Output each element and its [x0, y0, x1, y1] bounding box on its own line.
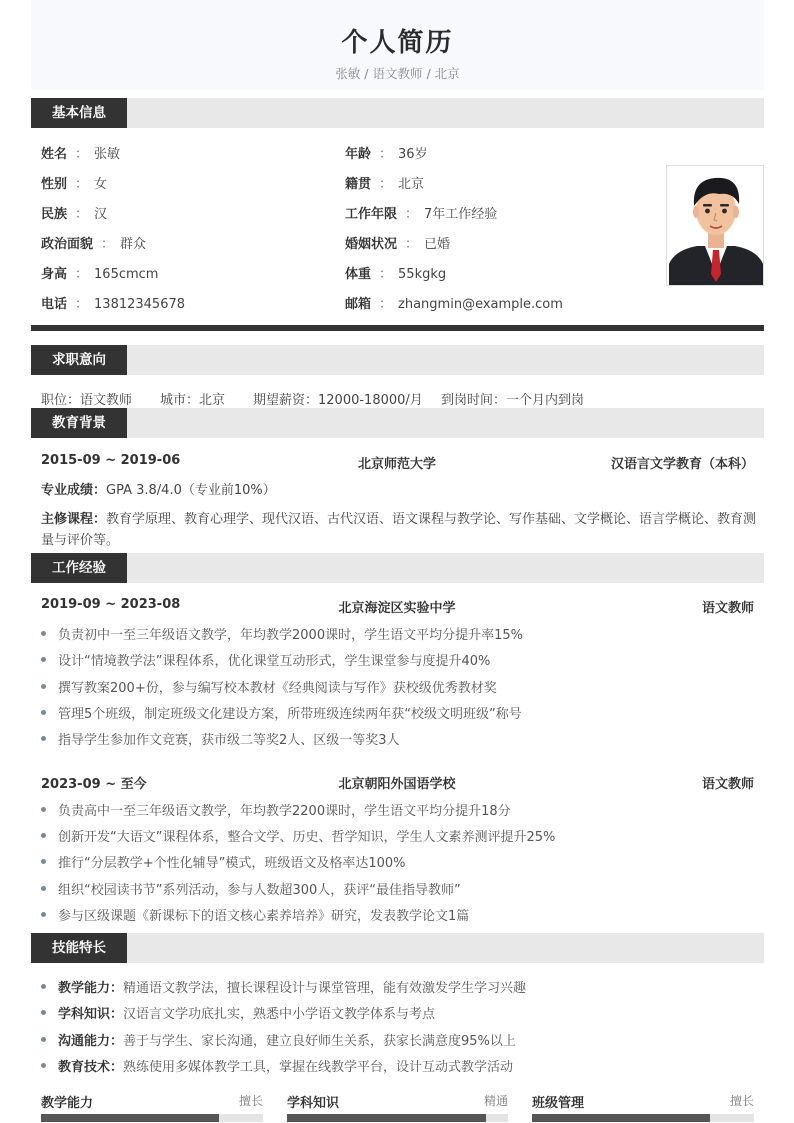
skill-bar-name: 班级管理: [532, 1096, 585, 1111]
section-basic-info: [31, 98, 764, 128]
field-age: 年龄 ： 36岁: [345, 147, 428, 162]
section-divider: [31, 325, 764, 331]
avatar-illustration: [667, 166, 764, 286]
field-name: 姓名 ： 张敏: [41, 147, 121, 162]
field-ethnicity: 民族 ： 汉: [41, 207, 108, 222]
resume-header: [31, 0, 764, 90]
section-title: 教育背景: [31, 408, 127, 438]
skill-bar-level: 精通: [483, 1094, 508, 1108]
job-role: 语文教师: [701, 777, 754, 792]
list-item: 参与区级课题《新课标下的语文核心素养培养》研究，发表教学论文1篇: [41, 905, 469, 924]
section-job-intent: [31, 345, 764, 375]
field-political: 政治面貌 ： 群众: [41, 237, 147, 252]
section-title: 技能特长: [31, 933, 127, 963]
section-work-experience: [31, 553, 764, 583]
list-item: 指导学生参加作文竞赛，获市级二等奖2人、区级一等奖3人: [41, 729, 400, 748]
edu-period: 2015-09 ~ 2019-06: [41, 453, 181, 468]
intent-city: 城市：北京: [160, 393, 226, 408]
edu-school: 北京师范大学: [357, 457, 436, 472]
field-gender: 性别 ： 女: [41, 177, 108, 192]
section-title: 工作经验: [31, 553, 127, 583]
edu-courses-cont: 量与评价等。: [41, 533, 120, 548]
job-company: 北京海淀区实验中学: [338, 601, 456, 616]
intent-arrival: 到岗时间：一个月内到岗: [441, 393, 585, 408]
page-title: 个人简历: [341, 28, 454, 58]
skill-bar-fill: [287, 1114, 486, 1122]
field-phone: 电话 ： 13812345678: [41, 297, 186, 312]
edu-major: 汉语言文学教育（本科）: [610, 457, 754, 472]
list-item: 推行“分层教学+个性化辅导”模式，班级语文及格率达100%: [41, 852, 406, 871]
skill-bar-level: 擅长: [729, 1094, 754, 1108]
list-item: 设计“情境教学法”课程体系，优化课堂互动形式，学生课堂参与度提升40%: [41, 650, 490, 669]
skill-bar-track: [41, 1114, 263, 1122]
skill-item: 教育技术：熟练使用多媒体教学工具，掌握在线教学平台，设计互动式教学活动: [41, 1056, 513, 1075]
skill-bar-level: 擅长: [238, 1094, 263, 1108]
skill-bar-name: 教学能力: [41, 1096, 94, 1111]
field-email: 邮箱 ： zhangmin@example.com: [345, 297, 563, 312]
intent-salary: 期望薪资：12000-18000/月: [253, 393, 423, 408]
field-weight: 体重 ： 55kgkg: [345, 267, 447, 282]
field-height: 身高 ： 165cmcm: [41, 267, 159, 282]
page-subtitle: 张敏 / 语文教师 / 北京: [335, 66, 460, 81]
field-marital: 婚姻状况 ： 已婚: [345, 237, 451, 252]
list-item: 负责初中一至三年级语文教学，年均教学2000课时，学生语文平均分提升率15%: [41, 624, 523, 643]
skill-item: 学科知识：汉语言文学功底扎实，熟悉中小学语文教学体系与考点: [41, 1003, 435, 1022]
edu-grade: 专业成绩：GPA 3.8/4.0（专业前10%）: [41, 483, 276, 498]
list-item: 撰写教案200+份，参与编写校本教材《经典阅读与写作》获校级优秀教材奖: [41, 677, 497, 696]
section-title: 求职意向: [31, 345, 127, 375]
skill-item: 教学能力：精通语文教学法，擅长课程设计与课堂管理，能有效激发学生学习兴趣: [41, 977, 526, 996]
skill-bar-fill: [41, 1114, 219, 1122]
intent-position: 职位：语文教师: [41, 393, 133, 408]
list-item: 组织“校园读书节”系列活动，参与人数超300人，获评“最佳指导教师”: [41, 879, 461, 898]
list-item: 负责高中一至三年级语文教学，年均教学2200课时，学生语文平均分提升18分: [41, 800, 511, 819]
list-item: 创新开发“大语文”课程体系，整合文学、历史、哲学知识，学生人文素养测评提升25%: [41, 826, 555, 845]
profile-photo: [666, 165, 764, 286]
list-item: 管理5个班级，制定班级文化建设方案，所带班级连续两年获“校级文明班级”称号: [41, 703, 522, 722]
job-company: 北京朝阳外国语学校: [338, 777, 456, 792]
section-skills: [31, 933, 764, 963]
skill-bar-fill: [532, 1114, 710, 1122]
section-title: 基本信息: [31, 98, 127, 128]
job-period: 2023-09 ~ 至今: [41, 777, 147, 792]
skill-item: 沟通能力：善于与学生、家长沟通，建立良好师生关系，获家长满意度95%以上: [41, 1030, 516, 1049]
job-role: 语文教师: [701, 601, 754, 616]
section-education: [31, 408, 764, 438]
edu-courses: 主修课程：教育学原理、教育心理学、现代汉语、古代汉语、语文课程与教学论、写作基础、文学概论、语言学概论、教育测: [41, 512, 757, 527]
field-origin: 籍贯 ： 北京: [345, 177, 425, 192]
skill-bar-track: [532, 1114, 754, 1122]
field-work-years: 工作年限 ： 7年工作经验: [345, 207, 498, 222]
skill-bar-track: [287, 1114, 508, 1122]
job-period: 2019-09 ~ 2023-08: [41, 597, 181, 612]
skill-bar-name: 学科知识: [287, 1096, 340, 1111]
